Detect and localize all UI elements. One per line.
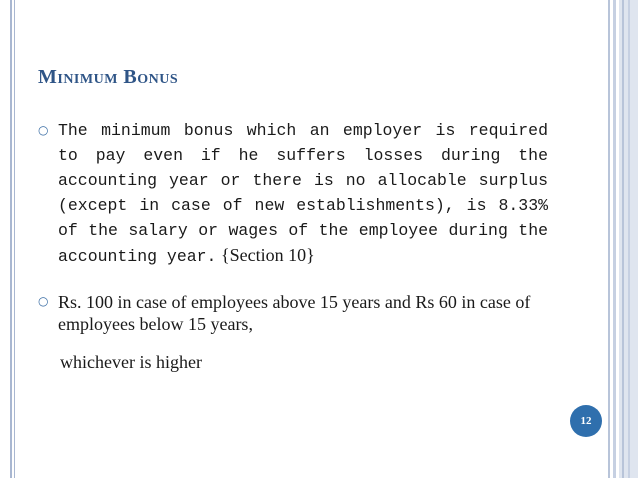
slide-title: Minimum Bonus: [38, 66, 179, 88]
slide-body: [38, 118, 548, 335]
bullet-item: [38, 291, 548, 335]
left-border-line: [10, 0, 12, 478]
bullet-text: The minimum bonus which an employer is required to pay even if he suffers losses during the accounting year or there is no allocable surplus (except in case of new establishments), is 8.33% of the salary or wages of the employee during the accounting year.: [58, 121, 548, 266]
bullet-item: [38, 118, 548, 269]
stripe: [628, 0, 630, 478]
circle-bullet-icon: ○: [38, 294, 49, 308]
stripe: [622, 0, 624, 478]
section-reference: {Section 10}: [216, 245, 315, 265]
page-number-badge: 12: [570, 405, 602, 437]
stripe: [608, 0, 610, 478]
circle-bullet-icon: ○: [38, 123, 49, 137]
continuation-text: whichever is higher: [60, 352, 202, 372]
right-decorative-stripes: [608, 0, 638, 478]
left-border-line: [14, 0, 15, 478]
stripe: [613, 0, 616, 478]
bullet-text: Rs. 100 in case of employees above 15 years and Rs 60 in case of employees below 15 years,: [58, 292, 531, 334]
